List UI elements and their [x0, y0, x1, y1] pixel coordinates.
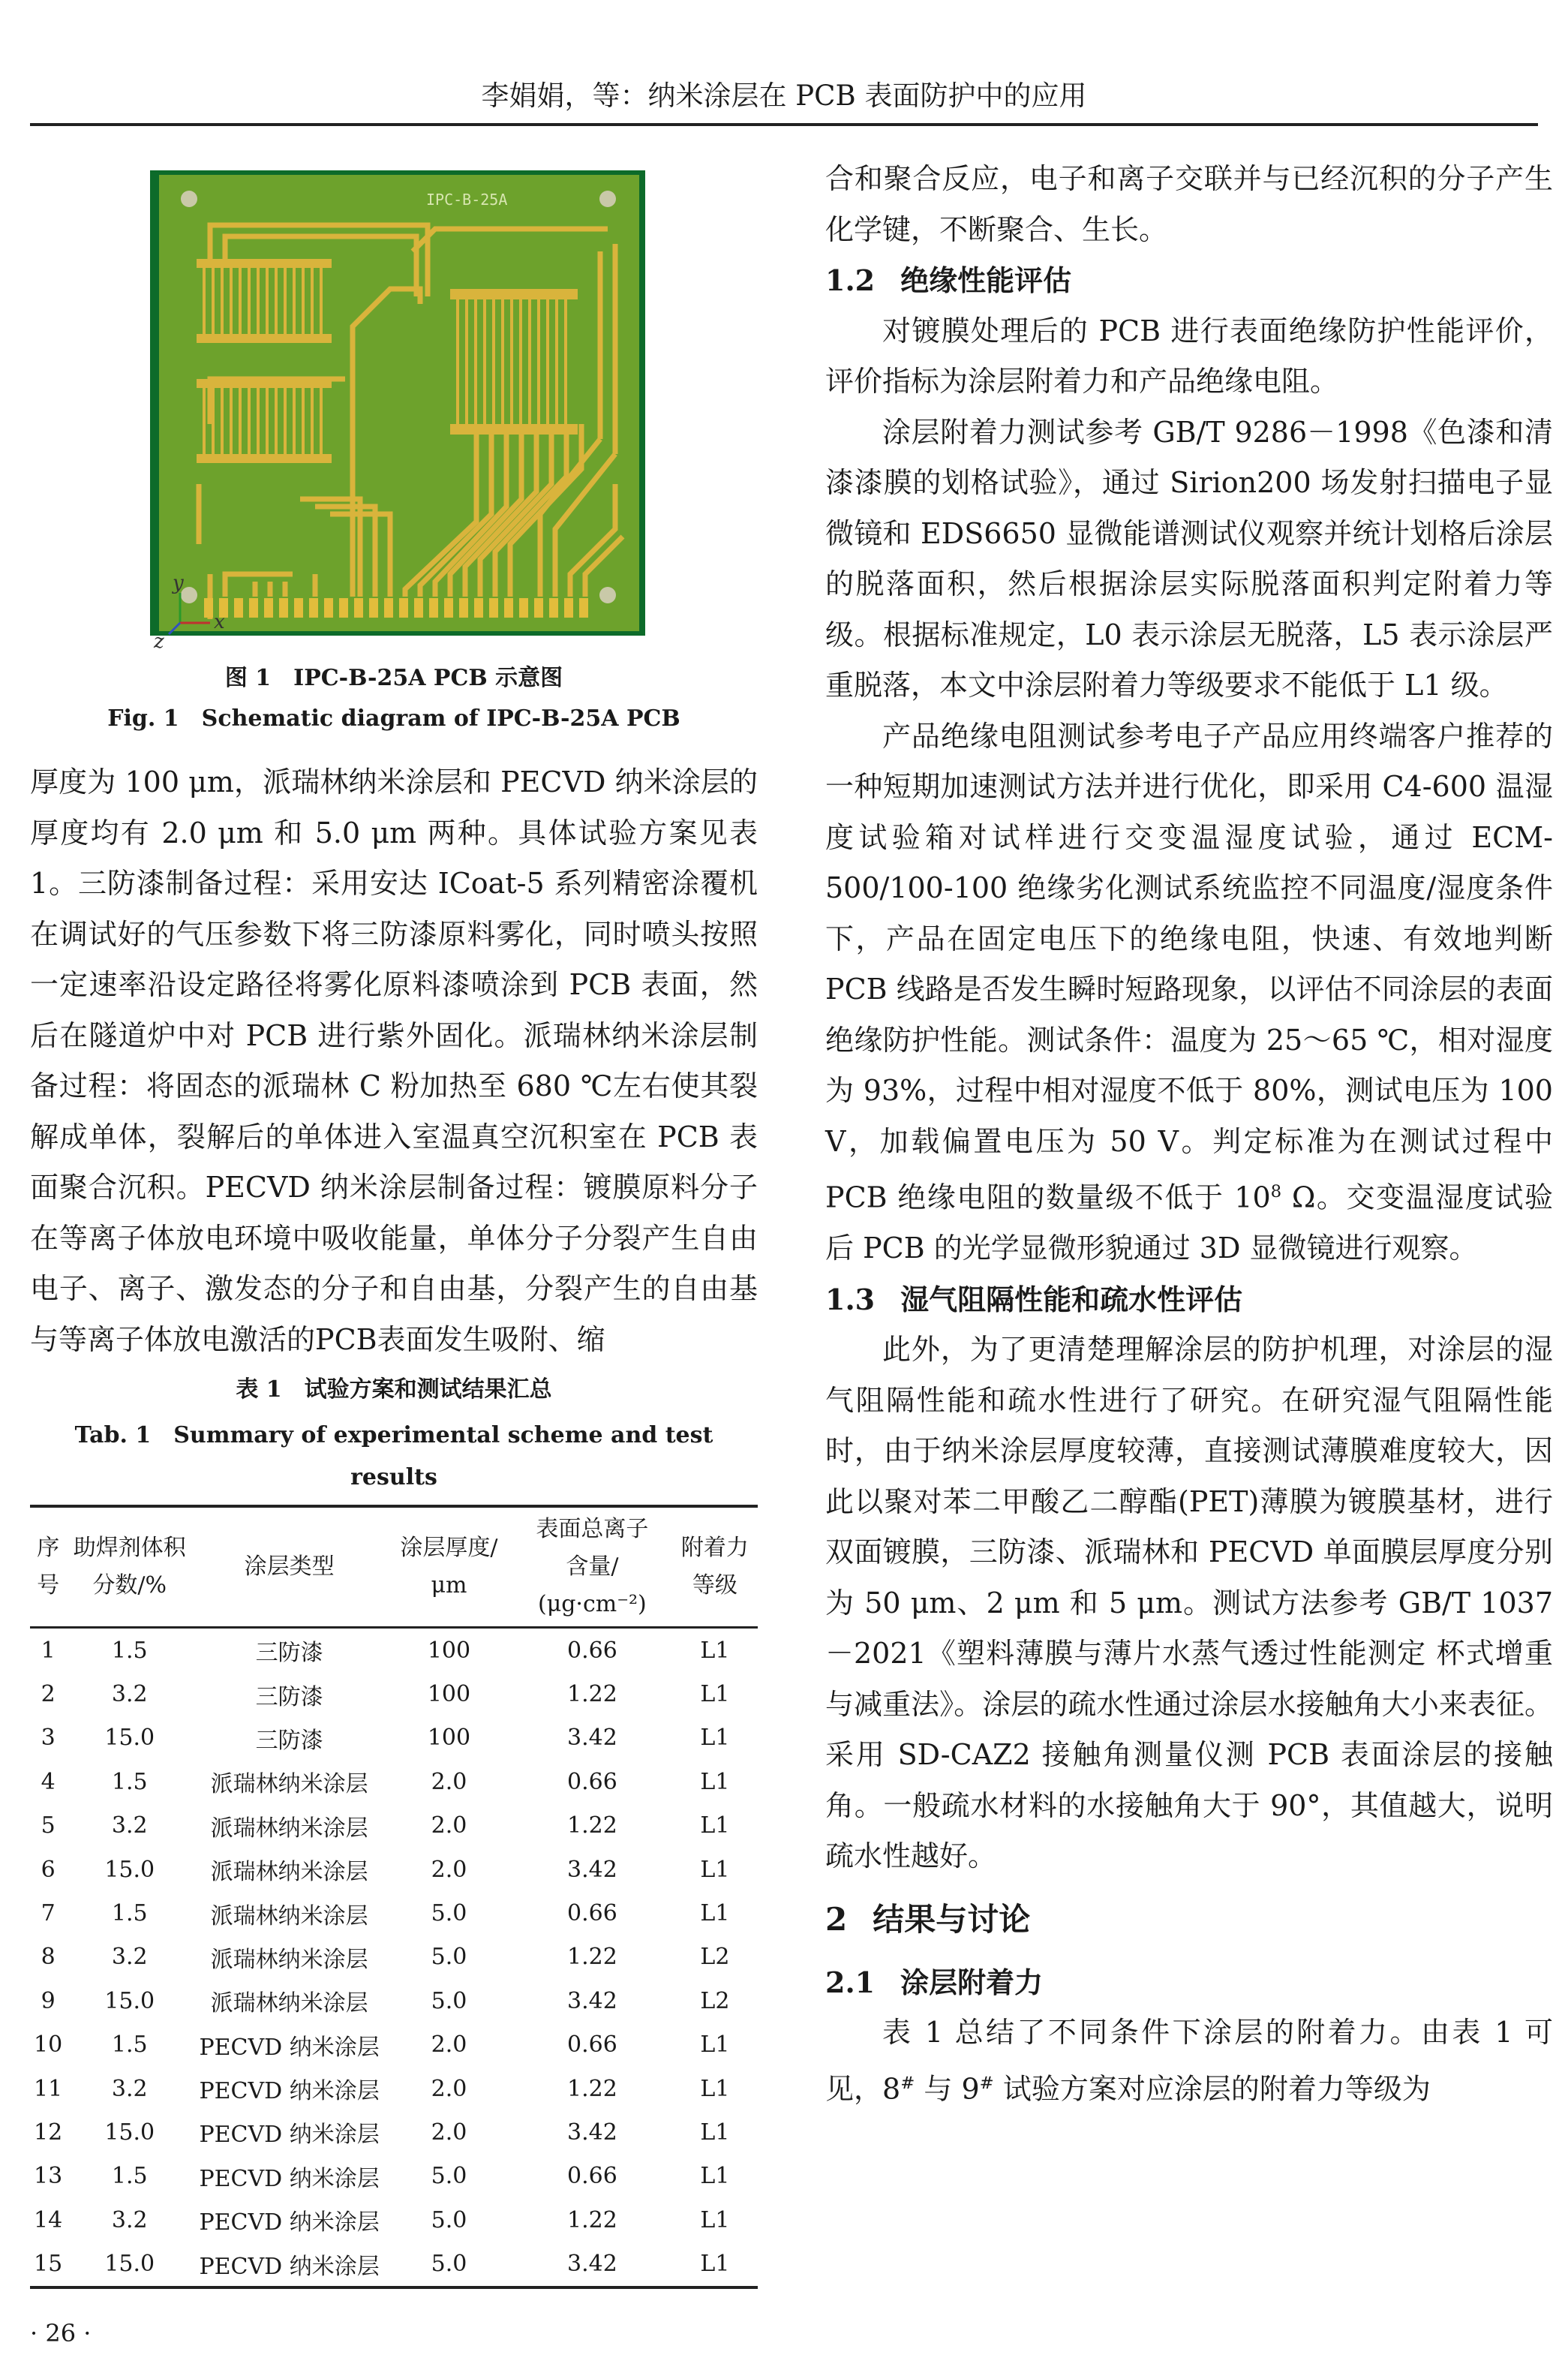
th-ion	[512, 1506, 672, 1628]
cell-adhesion: L1	[700, 1637, 730, 1664]
cell-thickness: 5.0	[386, 2242, 512, 2287]
cell-thickness: 5.0	[431, 2206, 467, 2233]
cell-ion: 1.22	[566, 2075, 617, 2102]
section-2-1	[825, 1957, 1553, 2008]
th-ion-line3: (μg·cm⁻²)	[538, 1591, 647, 1617]
cell-no: 9	[41, 1987, 56, 2014]
cell-adhesion: L1	[700, 1856, 730, 1883]
table-row	[30, 2067, 758, 2110]
table-row	[30, 1935, 758, 1979]
section-title: 结果与讨论	[873, 1900, 1031, 1938]
section-title: 湿气阻隔性能和疏水性评估	[900, 1282, 1243, 1316]
th-thickness: 涂层厚度/μm	[386, 1506, 512, 1628]
cell-type: 派瑞林纳米涂层	[210, 1946, 368, 1973]
table-row	[30, 2198, 758, 2242]
section-1-3	[825, 1274, 1553, 1325]
cell-ion: 3.42	[512, 2242, 672, 2287]
para-1-2-a: 对镀膜处理后的 PCB 进行表面绝缘防护性能评价，评价指标为涂层附着力和产品绝缘电阻。	[825, 314, 1553, 398]
cell-flux: 1.5	[111, 2163, 148, 2190]
cell-ion: 1.22	[566, 1944, 617, 1971]
cell-adhesion: L2	[700, 1944, 730, 1971]
cell-ion: 3.42	[566, 2119, 617, 2146]
table-row	[30, 1716, 758, 1760]
cell-no: 6	[41, 1856, 56, 1883]
right-column	[825, 154, 1553, 2115]
cell-adhesion: L1	[700, 2163, 730, 2190]
cell-adhesion: L1	[700, 2119, 730, 2146]
cell-type: 派瑞林纳米涂层	[210, 1859, 368, 1886]
cell-ion: 0.66	[566, 2032, 617, 2059]
cell-flux: 15.0	[66, 2242, 193, 2287]
cell-adhesion: L1	[700, 2032, 730, 2059]
th-ion-line1: 表面总离子	[536, 1516, 649, 1542]
cell-no: 10	[34, 2032, 63, 2059]
cell-ion: 0.66	[566, 1637, 617, 1664]
section-title: 绝缘性能评估	[900, 263, 1072, 297]
table-row	[30, 2023, 758, 2067]
text: 表 1 总结了不同条件下涂层的附着力。由表 1 可见，8	[825, 2016, 1553, 2106]
pcb-label: IPC-B-25A	[426, 191, 508, 209]
cell-no: 8	[41, 1944, 56, 1971]
cell-ion: 0.66	[566, 2163, 617, 2190]
cell-type: PECVD 纳米涂层	[193, 2242, 386, 2287]
cell-type: PECVD 纳米涂层	[199, 2165, 380, 2192]
cell-type: PECVD 纳米涂层	[199, 2209, 380, 2236]
cell-flux: 3.2	[111, 1812, 148, 1839]
table-row	[30, 2110, 758, 2154]
cell-flux: 3.2	[111, 2075, 148, 2102]
cell-ion: 3.42	[566, 1725, 617, 1752]
cell-flux: 3.2	[111, 1944, 148, 1971]
cell-thickness: 2.0	[431, 2075, 467, 2102]
superscript: #	[900, 2073, 915, 2093]
table-caption-en: Tab. 1 Summary of experimental scheme and test results	[74, 1422, 713, 1490]
section-1-2	[825, 255, 1553, 306]
cell-ion: 0.66	[566, 1768, 617, 1795]
table-row	[30, 1979, 758, 2023]
cell-flux: 3.2	[111, 1681, 148, 1708]
section-number: 1.2	[825, 263, 876, 297]
th-flux: 助焊剂体积分数/%	[66, 1506, 193, 1628]
table-row	[30, 1672, 758, 1716]
cell-ion: 0.66	[566, 1900, 617, 1927]
cell-type: 三防漆	[255, 1727, 323, 1754]
cell-ion: 1.22	[566, 2206, 617, 2233]
table-row	[30, 1760, 758, 1803]
cell-type: 派瑞林纳米涂层	[210, 1902, 368, 1929]
section-number: 2	[825, 1900, 848, 1938]
cell-no: 4	[41, 1768, 56, 1795]
cell-adhesion: L1	[700, 1725, 730, 1752]
pcb-schematic	[30, 154, 758, 664]
cell-thickness: 2.0	[431, 1768, 467, 1795]
th-type: 涂层类型	[193, 1506, 386, 1628]
cell-thickness: 2.0	[431, 1812, 467, 1839]
cell-thickness: 100	[427, 1725, 471, 1752]
cell-type: 三防漆	[255, 1683, 323, 1710]
cell-type: 派瑞林纳米涂层	[210, 1815, 368, 1842]
cell-thickness: 5.0	[431, 1944, 467, 1971]
cell-no: 1	[41, 1637, 56, 1664]
cell-flux: 15.0	[104, 1725, 155, 1752]
results-table	[30, 1505, 758, 2289]
table-row	[30, 1628, 758, 1673]
cell-adhesion: L1	[700, 1681, 730, 1708]
cell-thickness: 5.0	[431, 1900, 467, 1927]
table-caption-cn: 表 1 试验方案和测试结果汇总	[236, 1376, 552, 1403]
cell-type: 三防漆	[255, 1640, 323, 1667]
table-row	[30, 1804, 758, 1848]
cell-no: 14	[34, 2206, 63, 2233]
cell-type: 派瑞林纳米涂层	[210, 1990, 368, 2017]
superscript: #	[979, 2073, 994, 2093]
page-number: · 26 ·	[30, 2319, 92, 2347]
cell-adhesion: L1	[700, 1768, 730, 1795]
table-row	[30, 2242, 758, 2287]
cell-no: 3	[41, 1725, 56, 1752]
th-adhesion: 附着力等级	[672, 1506, 758, 1628]
cell-flux: 3.2	[111, 2206, 148, 2233]
cell-no: 13	[34, 2163, 63, 2190]
table-row	[30, 1891, 758, 1935]
cell-thickness: 100	[427, 1681, 471, 1708]
section-title: 涂层附着力	[900, 1965, 1044, 1999]
cell-type: 派瑞林纳米涂层	[210, 1771, 368, 1798]
cell-ion: 3.42	[566, 1987, 617, 2014]
para-continuation: 合和聚合反应，电子和离子交联并与已经沉积的分子产生化学键，不断聚合、生长。	[825, 162, 1553, 246]
cell-adhesion: L1	[700, 2075, 730, 2102]
cell-no: 5	[41, 1812, 56, 1839]
cell-flux: 15.0	[104, 2119, 155, 2146]
cell-flux: 1.5	[111, 1637, 148, 1664]
cell-thickness: 2.0	[431, 1856, 467, 1883]
cell-flux: 15.0	[104, 1856, 155, 1883]
para-1-3: 此外，为了更清楚理解涂层的防护机理，对涂层的湿气阻隔性能和疏水性进行了研究。在研究湿气阻隔性能时，由于纳米涂层厚度较薄，直接测试薄膜难度较大，因此以聚对苯二甲酸乙二醇酯(PET)薄膜为镀膜基材，进行双面镀膜，三防漆、派瑞林和 PECVD 单面膜层厚度分别为 50 μm、2 μm 和 5 μm。测试方法参考 GB/T 1037－2021《塑料薄膜与薄片水蒸气透过性能测定 杯式增重与减重法》。涂层的疏水性通过涂层水接触角大小来表征。采用 SD-CAZ2 接触角测量仪测 PCB 表面涂层的接触角。一般疏水材料的水接触角大于 90°，其值越大，说明疏水性越好。	[825, 1333, 1553, 1873]
para-2-1	[825, 2008, 1553, 2115]
cell-thickness: 5.0	[431, 2163, 467, 2190]
axis-y-label: y	[173, 572, 184, 594]
cell-adhesion: L1	[700, 1900, 730, 1927]
cell-ion: 1.22	[566, 1812, 617, 1839]
cell-flux: 1.5	[111, 1900, 148, 1927]
figure-caption-cn: 图 1 IPC-B-25A PCB 示意图	[224, 665, 563, 691]
axis-x-label: x	[214, 611, 225, 633]
cell-no: 7	[41, 1900, 56, 1927]
cell-no: 12	[34, 2119, 63, 2146]
cell-thickness: 2.0	[431, 2032, 467, 2059]
cell-no: 15	[30, 2242, 66, 2287]
cell-ion: 3.42	[566, 1856, 617, 1883]
cell-type: PECVD 纳米涂层	[199, 2078, 380, 2105]
cell-flux: 1.5	[111, 2032, 148, 2059]
th-ion-line2: 含量/	[566, 1553, 619, 1580]
cell-adhesion: L1	[672, 2242, 758, 2287]
cell-thickness: 5.0	[431, 1987, 467, 2014]
para-1-2-b: 涂层附着力测试参考 GB/T 9286－1998《色漆和清漆漆膜的划格试验》，通过 Sirion200 场发射扫描电子显微镜和 EDS6650 显微能谱测试仪观察并统计划格后涂层的脱落面积，然后根据涂层实际脱落面积判定附着力等级。根据标准规定，L0 表示涂层无脱落，L5 表示涂层严重脱落，本文中涂层附着力等级要求不能低于 L1 级。	[825, 415, 1553, 702]
cell-adhesion: L1	[700, 1812, 730, 1839]
table-row	[30, 1848, 758, 1891]
cell-adhesion: L2	[700, 1987, 730, 2014]
cell-no: 11	[34, 2075, 63, 2102]
text: Ω。交变温湿度试验后 PCB 的光学显微形貌通过 3D 显微镜进行观察。	[825, 1180, 1553, 1265]
figure-caption-en: Fig. 1 Schematic diagram of IPC-B-25A PCB	[107, 705, 680, 732]
table-row	[30, 2155, 758, 2198]
cell-type: PECVD 纳米涂层	[199, 2034, 380, 2061]
left-column	[30, 154, 758, 2289]
section-number: 1.3	[825, 1282, 876, 1316]
cell-thickness: 100	[427, 1637, 471, 1664]
cell-no: 2	[41, 1681, 56, 1708]
cell-adhesion: L1	[700, 2206, 730, 2233]
para-1-2-c	[825, 711, 1553, 1274]
superscript: 8	[1270, 1182, 1282, 1202]
cell-thickness: 2.0	[431, 2119, 467, 2146]
cell-ion: 1.22	[566, 1681, 617, 1708]
cell-flux: 1.5	[111, 1768, 148, 1795]
section-2	[825, 1882, 1553, 1957]
section-number: 2.1	[825, 1965, 876, 1999]
text: 与 9	[915, 2072, 980, 2106]
cell-flux: 15.0	[104, 1987, 155, 2014]
axis-z-label: z	[154, 630, 164, 653]
text: 试验方案对应涂层的附着力等级为	[993, 2072, 1431, 2106]
running-header: 李娟娟，等：纳米涂层在 PCB 表面防护中的应用	[30, 69, 1538, 126]
figure-1	[30, 154, 758, 792]
th-no: 序号	[30, 1506, 66, 1628]
text: 产品绝缘电阻测试参考电子产品应用终端客户推荐的一种短期加速测试方法并进行优化，即采用 C4-600 温湿度试验箱对试样进行交变温湿度试验，通过 ECM-500/100-100 绝缘劣化测试系统监控不同温度/湿度条件下，产品在固定电压下的绝缘电阻，快速、有效地判断 PCB 线路是否发生瞬时短路现象，以评估不同涂层的表面绝缘防护性能。测试条件：温度为 25～65 ℃，相对湿度为 93%，过程中相对湿度不低于 80%，测试电压为 100 V，加载偏置电压为 50 V。判定标准为在测试过程中 PCB 绝缘电阻的数量级不低于 10	[825, 719, 1553, 1214]
cell-type: PECVD 纳米涂层	[199, 2122, 380, 2149]
left-paragraph: 厚度为 100 μm，派瑞林纳米涂层和 PECVD 纳米涂层的厚度均有 2.0 μm 和 5.0 μm 两种。具体试验方案见表 1。三防漆制备过程：采用安达 ICoat-5 系列精密涂覆机在调试好的气压参数下将三防漆原料雾化，同时喷头按照一定速率沿设定路径将雾化原料漆喷涂到 PCB 表面，然后在隧道炉中对 PCB 进行紫外固化。派瑞林纳米涂层制备过程：将固态的派瑞林 C 粉加热至 680 ℃左右使其裂解成单体，裂解后的单体进入室温真空沉积室在 PCB 表面聚合沉积。PECVD 纳米涂层制备过程：镀膜原料分子在等离子体放电环境中吸收能量，单体分子分裂产生自由电子、离子、激发态的分子和自由基，分裂产生的自由基与等离子体放电激活的PCB表面发生吸附、缩	[30, 765, 758, 1356]
